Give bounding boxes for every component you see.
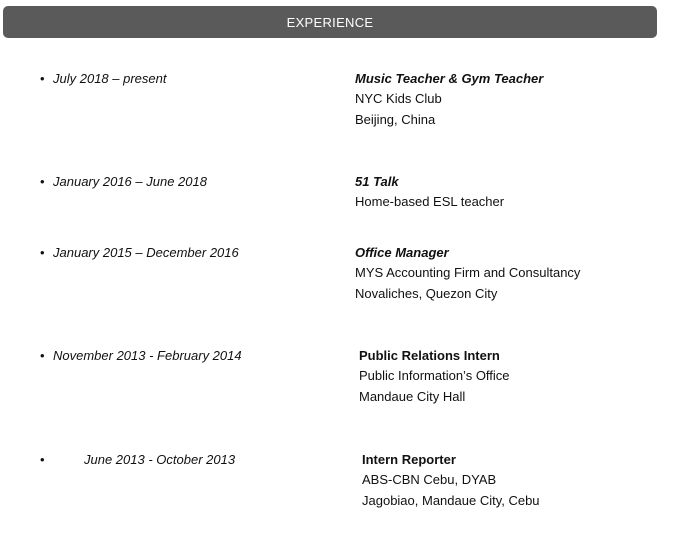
entry-organization: Home-based ESL teacher xyxy=(355,194,505,209)
entry-details xyxy=(355,69,543,130)
bullet-icon: • xyxy=(40,174,45,189)
entry-organization: NYC Kids Club xyxy=(355,91,442,106)
entry-details xyxy=(355,243,580,304)
entry-role: Music Teacher & Gym Teacher xyxy=(355,71,544,86)
entry-date: November 2013 - February 2014 xyxy=(53,348,242,363)
entry-role: 51 Talk xyxy=(355,174,399,189)
entry-details xyxy=(362,450,540,511)
entry-location: Jagobiao, Mandaue City, Cebu xyxy=(362,493,540,508)
bullet-icon: • xyxy=(40,71,45,86)
entry-location: Novaliches, Quezon City xyxy=(355,286,498,301)
entry-location: Mandaue City Hall xyxy=(359,389,466,404)
bullet-icon: • xyxy=(40,452,45,467)
entry-date: July 2018 – present xyxy=(53,71,167,86)
entry-role: Office Manager xyxy=(355,245,449,260)
entry-organization: MYS Accounting Firm and Consultancy xyxy=(355,265,581,280)
bullet-icon: • xyxy=(40,245,45,260)
entry-location: Beijing, China xyxy=(355,112,436,127)
entry-date: June 2013 - October 2013 xyxy=(84,452,236,467)
entry-role: Intern Reporter xyxy=(362,452,456,467)
entry-role: Public Relations Intern xyxy=(359,348,500,363)
section-title: EXPERIENCE xyxy=(286,14,374,30)
entry-details xyxy=(355,172,504,212)
entry-organization: Public Information’s Office xyxy=(359,368,510,383)
bullet-icon: • xyxy=(40,348,45,363)
entry-date: January 2016 – June 2018 xyxy=(53,174,207,189)
section-header-experience xyxy=(3,6,657,38)
entry-organization: ABS-CBN Cebu, DYAB xyxy=(362,472,497,487)
entry-details xyxy=(359,346,510,407)
entry-date: January 2015 – December 2016 xyxy=(53,245,239,260)
